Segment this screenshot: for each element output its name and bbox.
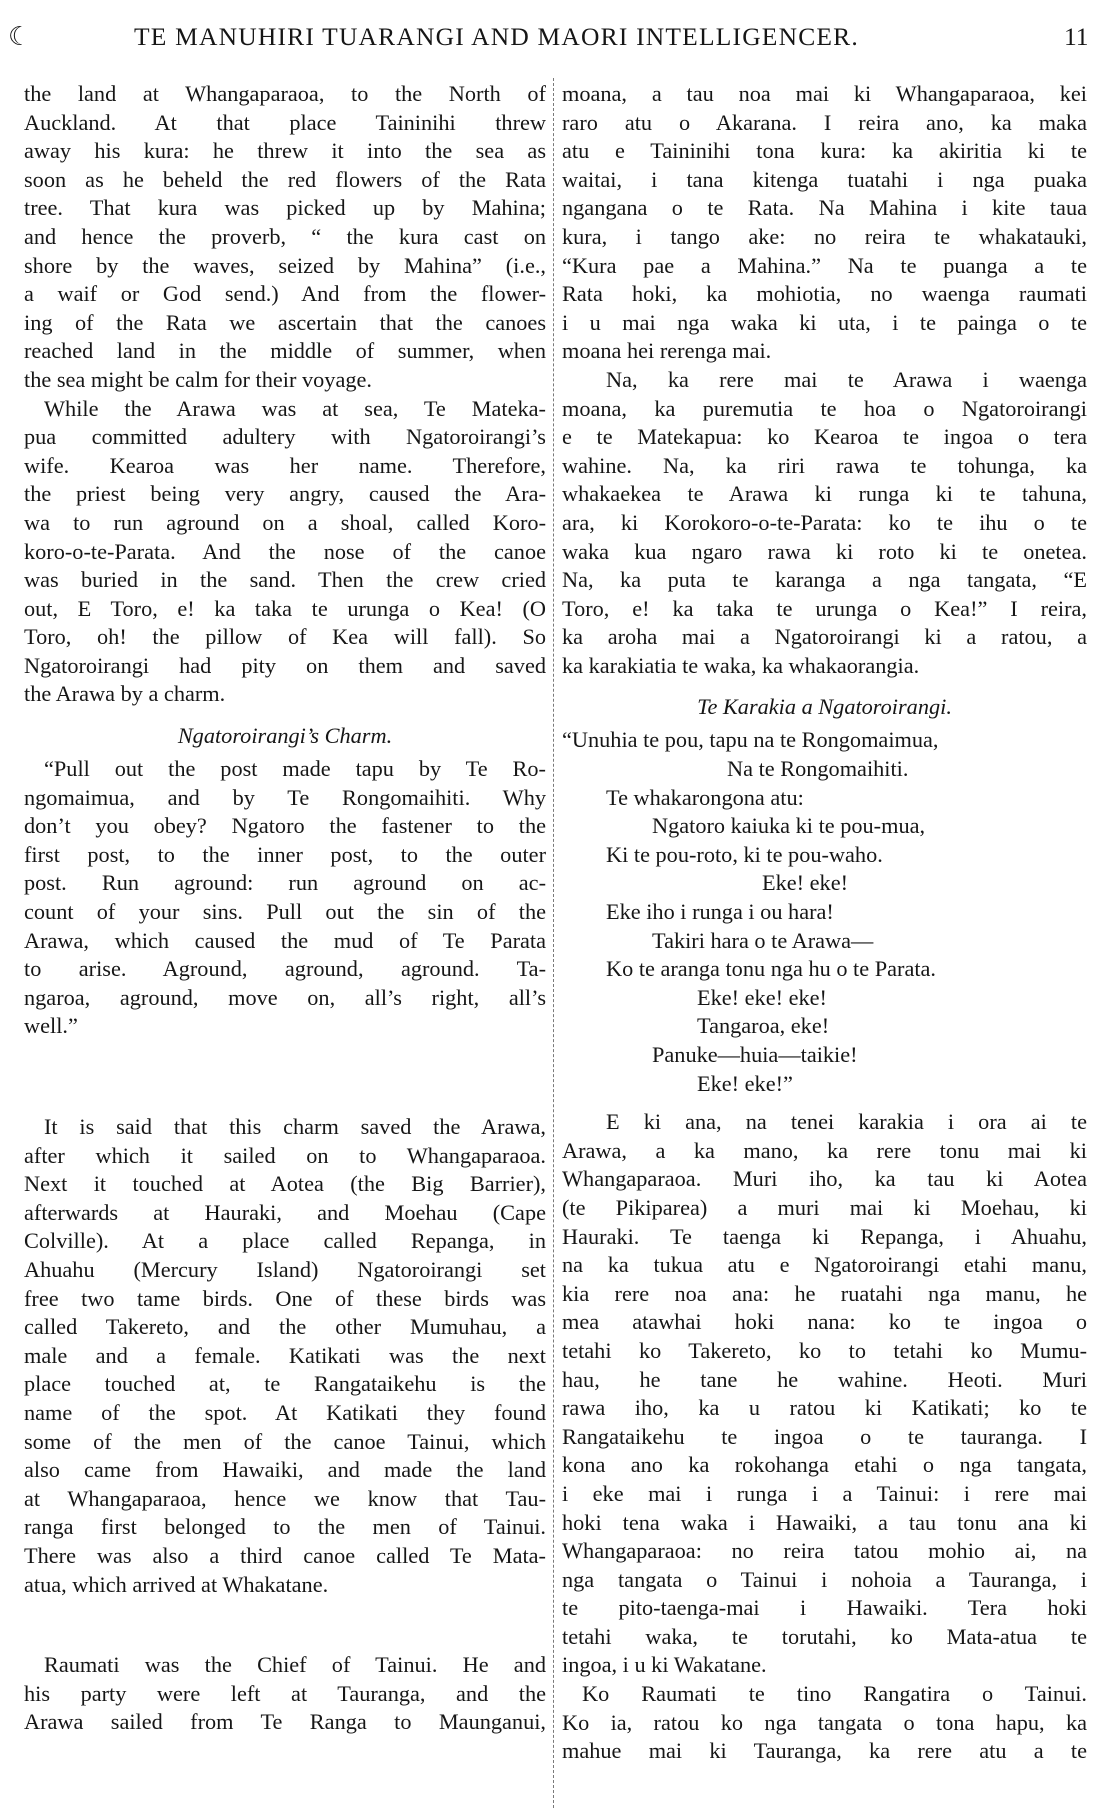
text-line: atua, which arrived at Whakatane. [24,1571,329,1597]
text-line: moana, ka puremutia te hoa o Ngatoroirangi [562,395,1087,421]
charm-heading: Te Karakia a Ngatoroirangi. [697,694,952,720]
column-divider [553,78,555,1808]
text-line: count of your sins. Pull out the sin of the [24,899,546,925]
text-line: well.” [24,1013,78,1039]
text-line: Hauraki. Te taenga ki Repanga, i Ahuahu, [562,1223,1087,1249]
verse-line: Eke iho i runga i ou hara! [606,899,834,925]
text-line: i eke mai i runga i a Tainui: i rere mai [562,1480,1087,1506]
text-line: shore by the waves, seized by Mahina” (i.e., [24,252,546,278]
verse-line: Takiri hara o te Arawa— [652,927,874,953]
text-line: Rata hoki, ka mohiotia, no waenga raumati [562,281,1087,307]
text-line: hoki tena waka i Hawaiki, a tau tonu ana ki [562,1509,1087,1535]
text-line: reached land in the middle of summer, when [24,338,546,364]
page-number: 11 [1064,22,1089,51]
text-line: moana hei rerenga mai. [562,338,772,364]
text-line: ing of the Rata we ascertain that the canoes [24,309,546,335]
text-line: Ko ia, ratou ko nga tangata o tona hapu, ka [562,1709,1087,1735]
text-line: na ka tukua atu e Ngatoroirangi etahi manu, [562,1252,1087,1278]
text-line: Arawa sailed from Te Ranga to Maunganui, [24,1709,546,1735]
verse-line: Tangaroa, eke! [697,1013,830,1039]
text-line: There was also a third canoe called Te Mata- [24,1542,546,1568]
text-line: Ngatoroirangi had pity on them and saved [24,652,546,678]
paragraph [24,1651,546,1737]
text-line: the land at Whangaparaoa, to the North of [24,81,546,106]
text-line: name of the spot. At Katikati they found [24,1399,546,1425]
text-line: after which it sailed on to Whangaparaoa. [24,1142,546,1168]
verse-line: Eke! eke!” [697,1070,793,1096]
text-line: tree. That kura was picked up by Mahina; [24,195,546,221]
text-line: moana, a tau noa mai ki Whangaparaoa, kei [562,81,1087,106]
text-line: afterwards at Hauraki, and Moehau (Cape [24,1199,546,1225]
text-line: ngomaimua, and by Te Rongomaihiti. Why [24,784,546,810]
text-line: e te Matekapua: ko Kearoa te ingoa o tera [562,424,1087,450]
text-line: pua committed adultery with Ngatoroirangi’s [24,424,546,450]
text-line: and hence the proverb, “ the kura cast on [24,223,546,249]
text-line: at Whangaparaoa, hence we know that Tau- [24,1485,546,1511]
verse-line: Te whakarongona atu: [606,784,804,810]
verse-line: Ko te aranga tonu nga hu o te Parata. [606,956,937,982]
text-line: called Takereto, and the other Mumuhau, a [24,1314,546,1340]
text-line: Na, ka rere mai te Arawa i waenga [606,366,1087,392]
text-line: “Pull out the post made tapu by Te Ro- [44,756,546,782]
paragraph [24,80,546,395]
text-line: away his kura: he threw it into the sea as [24,138,546,164]
verse-line: Eke! eke! [762,870,849,896]
text-line: Ahuahu (Mercury Island) Ngatoroirangi set [24,1256,546,1282]
spacer [24,1041,546,1113]
text-line: rawa iho, ka u ratou ki Katikati; ko te [562,1395,1087,1421]
text-line: nga tangata o Tainui i nohoia a Tauranga, i [562,1566,1087,1592]
text-line: ka karakiatia te waka, ka whakaorangia. [562,652,920,678]
text-line: Next it touched at Aotea (the Big Barrier), [24,1171,546,1197]
paragraph [562,366,1087,681]
text-line: his party were left at Tauranga, and the [24,1680,546,1706]
text-line: wife. Kearoa was her name. Therefore, [24,452,546,478]
text-line: Arawa, a ka mano, ka rere tonu mai ki [562,1137,1087,1163]
spacer [24,1599,546,1651]
text-line: koro-o-te-Parata. And the nose of the canoe [24,538,546,564]
paragraph [562,1108,1087,1680]
paragraph [562,80,1087,366]
text-line: Arawa, which caused the mud of Te Parata [24,927,546,953]
page-edge-mark: ☾ [8,22,32,51]
text-line: Whangaparaoa. Muri iho, ka tau ki Aotea [562,1166,1087,1192]
text-line: mea atawhai hoki nana: ko te ingoa o [562,1309,1087,1335]
text-line: raro atu o Akarana. I reira ano, ka maka [562,109,1087,135]
text-line: Toro, e! ka taka te urunga o Kea!” I reira, [562,595,1087,621]
text-line: free two tame birds. One of these birds was [24,1285,546,1311]
text-line: to arise. Aground, aground, aground. Ta- [24,956,546,982]
verse-line: Ki te pou-roto, ki te pou-waho. [606,841,883,867]
verse-line: “Unuhia te pou, tapu na te Rongomaimua, [562,727,939,753]
verse-line: Ngatoro kaiuka ki te pou-mua, [652,813,926,839]
text-line: a waif or God send.) And from the flower- [24,281,546,307]
text-line: “Kura pae a Mahina.” Na te puanga a te [562,252,1087,278]
publication-title: TE MANUHIRI TUARANGI AND MAORI INTELLIGENCER. [134,22,859,51]
paragraph [562,1680,1087,1766]
spacer [562,1098,1087,1108]
text-line: ka aroha mai a Ngatoroirangi ki a ratou, a [562,624,1087,650]
running-header [0,20,1114,60]
english-column [24,80,546,1737]
text-line: Auckland. At that place Taininihi threw [24,109,546,135]
text-line: wahine. Na, ka riri rawa te tohunga, ka [562,452,1087,478]
maori-column [562,80,1087,1766]
text-line: While the Arawa was at sea, Te Mateka- [44,395,546,421]
charm-translation [24,755,546,1041]
text-line: It is said that this charm saved the Arawa, [44,1114,546,1139]
text-line: tetahi ko Takereto, ko to tetahi ko Mumu- [562,1337,1087,1363]
text-line: mahue mai ki Tauranga, ka rere atu a te [562,1738,1087,1764]
text-line: kona ano ka rokohanga etahi o nga tangata, [562,1452,1087,1478]
text-line: don’t you obey? Ngatoro the fastener to the [24,813,546,839]
text-line: ara, ki Korokoro-o-te-Parata: ko te ihu o te [562,509,1087,535]
text-line: Colville). At a place called Repanga, in [24,1228,546,1254]
verse-line: Na te Rongomaihiti. [727,756,909,782]
text-line: soon as he beheld the red flowers of the Rata [24,166,546,192]
text-line: waitai, i tana kitenga tuatahi i nga puaka [562,166,1087,192]
text-line: male and a female. Katikati was the next [24,1342,546,1368]
text-line: the sea might be calm for their voyage. [24,366,372,392]
text-line: waka kua ngaro rawa ki roto ki te onetea. [562,538,1087,564]
text-line: Rangataikehu te ingoa o te tauranga. I [562,1423,1087,1449]
text-line: ingoa, i u ki Wakatane. [562,1652,767,1678]
text-line: E ki ana, na tenei karakia i ora ai te [606,1109,1087,1135]
text-line: (te Pikiparea) a muri mai ki Moehau, ki [562,1194,1087,1220]
text-line: was buried in the sand. Then the crew cried [24,567,546,593]
verse-line: Panuke—huia—taikie! [652,1042,858,1067]
text-line: tetahi waka, te torutahi, ko Mata-atua te [562,1623,1087,1649]
text-line: out, E Toro, e! ka taka te urunga o Kea! (O [24,595,546,621]
text-line: place touched at, te Rangataikehu is the [24,1371,546,1397]
text-line: some of the men of the canoe Tainui, which [24,1428,546,1454]
text-line: Whangaparaoa: no reira tatou mohio ai, na [562,1538,1087,1564]
text-line: first post, to the inner post, to the outer [24,841,546,867]
text-line: i u mai nga waka ki uta, i te painga o te [562,309,1087,335]
text-line: post. Run aground: run aground on ac- [24,870,546,896]
text-line: ranga first belonged to the men of Tainui. [24,1514,546,1540]
text-line: kia rere noa ana: he ruatahi nga manu, he [562,1280,1087,1306]
text-line: ngaroa, aground, move on, all’s right, all’s [24,984,546,1010]
charm-verse [562,726,1087,1098]
text-line: the priest being very angry, caused the Ara- [24,481,546,507]
text-line: hau, he tane he wahine. Heoti. Muri [562,1366,1087,1392]
text-line: Na, ka puta te karanga a nga tangata, “E [562,567,1087,593]
text-line: also came from Hawaiki, and made the land [24,1457,546,1483]
paragraph [24,395,546,710]
charm-heading: Ngatoroirangi’s Charm. [177,723,393,749]
verse-line: Eke! eke! eke! [697,984,827,1010]
text-line: ngangana o te Rata. Na Mahina i kite taua [562,195,1087,221]
text-line: atu e Taininihi tona kura: ka akiritia ki te [562,138,1087,164]
text-line: the Arawa by a charm. [24,681,226,707]
paragraph [24,1113,546,1599]
text-line: Raumati was the Chief of Tainui. He and [44,1652,546,1678]
text-line: whakaekea te Arawa ki runga ki te tahuna, [562,481,1087,507]
text-line: kura, i tango ake: no reira te whakatauki, [562,223,1087,249]
text-line: wa to run aground on a shoal, called Koro- [24,509,546,535]
text-line: Toro, oh! the pillow of Kea will fall). So [24,624,546,650]
text-line: te pito-taenga-mai i Hawaiki. Tera hoki [562,1595,1087,1621]
text-line: Ko Raumati te tino Rangatira o Tainui. [582,1681,1087,1707]
